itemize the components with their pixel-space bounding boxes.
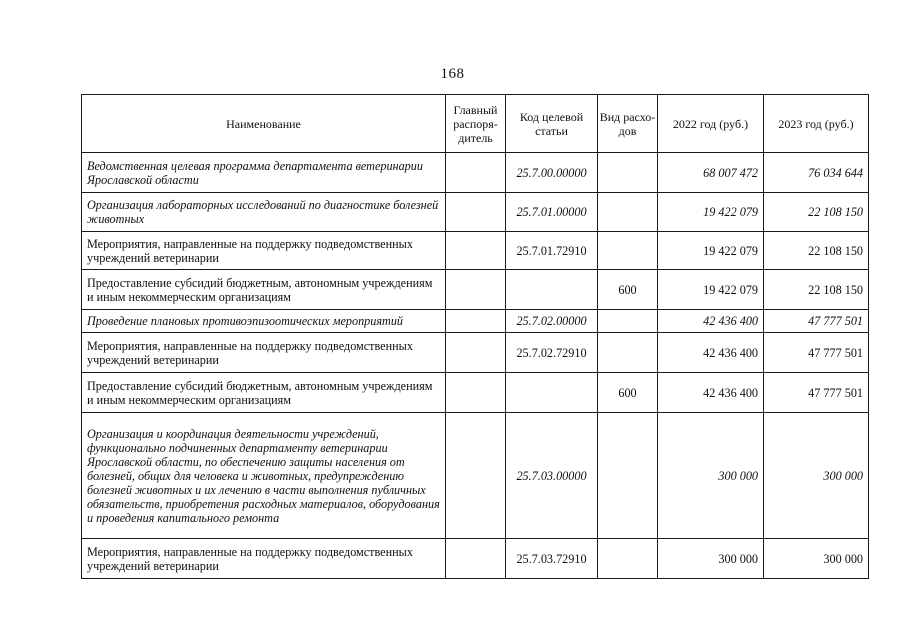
row-target-code [506, 270, 598, 310]
table-row [82, 270, 869, 310]
row-2023: 22 108 150 [764, 270, 869, 310]
row-target-code [506, 373, 598, 413]
row-expense-type [598, 153, 658, 193]
row-name: Мероприятия, направленные на поддержку подведомственных учреждений ветеринарии [82, 333, 446, 373]
row-target-code: 25.7.01.72910 [506, 232, 598, 270]
row-target-code: 25.7.00.00000 [506, 153, 598, 193]
row-name: Организация лабораторных исследований по диагностике болезней животных [82, 193, 446, 232]
row-2023: 22 108 150 [764, 193, 869, 232]
row-expense-type [598, 333, 658, 373]
row-target-code: 25.7.03.72910 [506, 539, 598, 579]
row-2022: 300 000 [658, 539, 764, 579]
table-header-row [82, 95, 869, 153]
row-target-code: 25.7.01.00000 [506, 193, 598, 232]
row-name: Мероприятия, направленные на поддержку подведомственных учреждений ветеринарии [82, 539, 446, 579]
row-main-manager [446, 539, 506, 579]
table-row [82, 373, 869, 413]
table-row [82, 310, 869, 333]
row-2023: 76 034 644 [764, 153, 869, 193]
row-main-manager [446, 232, 506, 270]
row-expense-type: 600 [598, 373, 658, 413]
row-expense-type [598, 539, 658, 579]
row-2023: 47 777 501 [764, 333, 869, 373]
row-name: Проведение плановых противоэпизоотических мероприятий [82, 310, 446, 333]
row-target-code: 25.7.02.72910 [506, 333, 598, 373]
row-name: Предоставление субсидий бюджетным, автономным учреждениям и иным некоммерческим организациям [82, 373, 446, 413]
row-2022: 19 422 079 [658, 232, 764, 270]
row-2023: 300 000 [764, 413, 869, 539]
row-name: Организация и координация деятельности учреждений, функционально подчиненных департаменту ветеринарии Ярославской области, по обеспечению защиты населения от болезней, общих для человека и животных, предупреждению болезней животных и их лечению в части выполнения публичных обязательств, приобретения расходных материалов, оборудования и проведения капитального ремонта [82, 413, 446, 539]
row-2022: 68 007 472 [658, 153, 764, 193]
row-expense-type [598, 232, 658, 270]
table-row [82, 232, 869, 270]
header-main-manager: Главный распоря- дитель [446, 95, 506, 153]
row-target-code: 25.7.02.00000 [506, 310, 598, 333]
row-2023: 47 777 501 [764, 373, 869, 413]
header-expense-type: Вид расхо- дов [598, 95, 658, 153]
row-main-manager [446, 333, 506, 373]
row-name: Ведомственная целевая программа департамента ветеринарии Ярославской области [82, 153, 446, 193]
header-name: Наименование [82, 95, 446, 153]
row-main-manager [446, 270, 506, 310]
row-main-manager [446, 193, 506, 232]
row-2022: 19 422 079 [658, 270, 764, 310]
row-expense-type [598, 193, 658, 232]
row-main-manager [446, 310, 506, 333]
row-main-manager [446, 153, 506, 193]
row-name: Мероприятия, направленные на поддержку подведомственных учреждений ветеринарии [82, 232, 446, 270]
row-expense-type: 600 [598, 270, 658, 310]
table-row [82, 153, 869, 193]
table-row [82, 193, 869, 232]
budget-table [81, 94, 869, 579]
row-main-manager [446, 413, 506, 539]
row-expense-type [598, 310, 658, 333]
row-2022: 42 436 400 [658, 333, 764, 373]
row-2022: 42 436 400 [658, 373, 764, 413]
row-2023: 47 777 501 [764, 310, 869, 333]
header-2022: 2022 год (руб.) [658, 95, 764, 153]
table-row [82, 413, 869, 539]
row-2022: 300 000 [658, 413, 764, 539]
header-target-code: Код целевой статьи [506, 95, 598, 153]
table-row [82, 539, 869, 579]
row-2022: 42 436 400 [658, 310, 764, 333]
row-target-code: 25.7.03.00000 [506, 413, 598, 539]
row-name: Предоставление субсидий бюджетным, автономным учреждениям и иным некоммерческим организациям [82, 270, 446, 310]
row-2023: 300 000 [764, 539, 869, 579]
page-number: 168 [440, 66, 465, 82]
row-main-manager [446, 373, 506, 413]
row-2022: 19 422 079 [658, 193, 764, 232]
row-2023: 22 108 150 [764, 232, 869, 270]
header-2023: 2023 год (руб.) [764, 95, 869, 153]
row-expense-type [598, 413, 658, 539]
table-row [82, 333, 869, 373]
